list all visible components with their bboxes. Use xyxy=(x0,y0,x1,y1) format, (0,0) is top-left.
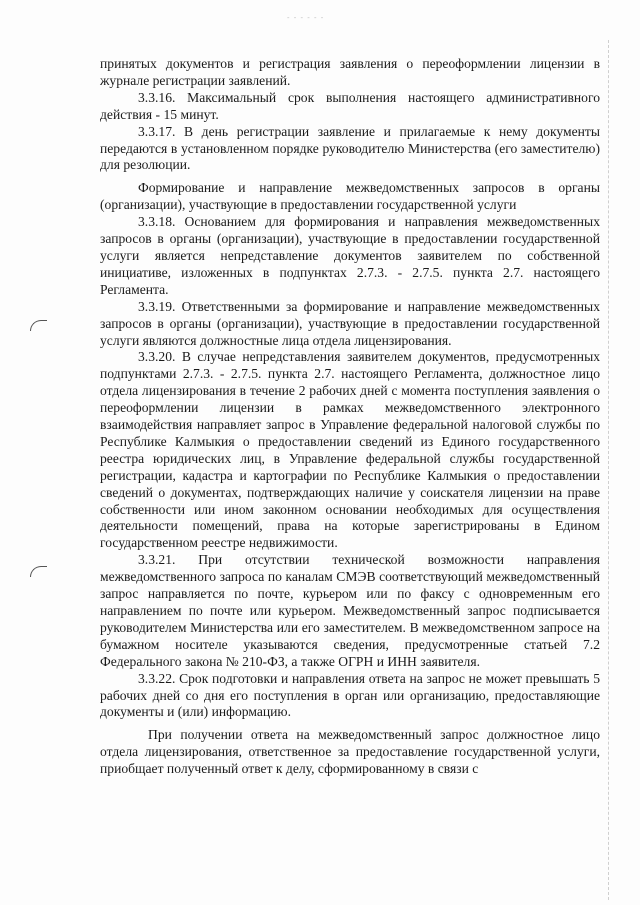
paragraph-response-handling: При получении ответа на межведомственный запрос должностное лицо отдела лицензирования, ответственное за предоставление государственной услуги, приобщает полученный ответ к делу, сформированному в связи с xyxy=(100,727,600,777)
scan-fold-line xyxy=(608,40,609,900)
paragraph-continuation: принятых документов и регистрация заявления о переоформлении лицензии в журнале регистрации заявлений. xyxy=(100,56,600,88)
paragraph-3-3-17: 3.3.17. В день регистрации заявление и прилагаемые к нему документы передаются в установленном порядке руководителю Министерства (его заместителю) для резолюции. xyxy=(100,123,600,173)
page-number-mark: - - - - - - xyxy=(287,14,325,22)
document-body xyxy=(100,56,600,778)
paragraph-3-3-21: 3.3.21. При отсутствии технической возможности направления межведомственного запроса по каналам СМЭВ соответствующий межведомственный запрос направляется по почте, курьером или по факсу с одновременным его направлением по почте или курьером. Межведомственный запрос подписывается руководителем Министерства или его заместителем. В межведомственном запросе на бумажном носителе указываются сведения, предусмотренные статьей 7.2 Федерального закона № 210-ФЗ, а также ОГРН и ИНН заявителя. xyxy=(100,552,600,669)
paragraph-3-3-19: 3.3.19. Ответственными за формирование и направление межведомственных запросов в органы (организации), участвующие в предоставлении государственной услуги являются должностные лица отдела лицензирования. xyxy=(100,298,600,348)
paragraph-3-3-18: 3.3.18. Основанием для формирования и направления межведомственных запросов в органы (организации), участвующие в предоставлении государственной услуги является непредставление документов заявителем по собственной инициативе, изложенных в подпунктах 2.7.3. - 2.7.5. пункта 2.7. настоящего Регламента. xyxy=(100,214,600,297)
paragraph-3-3-22: 3.3.22. Срок подготовки и направления ответа на запрос не может превышать 5 рабочих дней со дня его поступления в орган или организацию, предоставляющие документы и (или) информацию. xyxy=(100,670,600,720)
paragraph-3-3-16: 3.3.16. Максимальный срок выполнения настоящего административного действия - 15 минут. xyxy=(100,89,600,122)
binding-hole-mark xyxy=(30,320,47,331)
binding-hole-mark xyxy=(30,566,47,577)
section-heading: Формирование и направление межведомственных запросов в органы (организации), участвующие в предоставлении государственной услуги xyxy=(100,180,600,213)
paragraph-3-3-20: 3.3.20. В случае непредставления заявителем документов, предусмотренных подпунктами 2.7.3. - 2.7.5. пункта 2.7. настоящего Регламента, должностное лицо отдела лицензирования в течение 2 рабочих дней с момента поступления заявления о переоформлении лицензии в рамках межведомственного электронного взаимодействия направляет запрос в Управление федеральной налоговой службы по Республике Калмыкия о предоставлении сведений из Единого государственного реестра юридических лиц, в Управление федеральной службы государственной регистрации, кадастра и картографии по Республике Калмыкия о предоставлении сведений о документах, подтверждающих наличие у соискателя лицензии на праве собственности или ином законном основании необходимых для осуществления деятельности помещений, права на которые зарегистрированы в Едином государственном реестре недвижимости. xyxy=(100,349,600,551)
